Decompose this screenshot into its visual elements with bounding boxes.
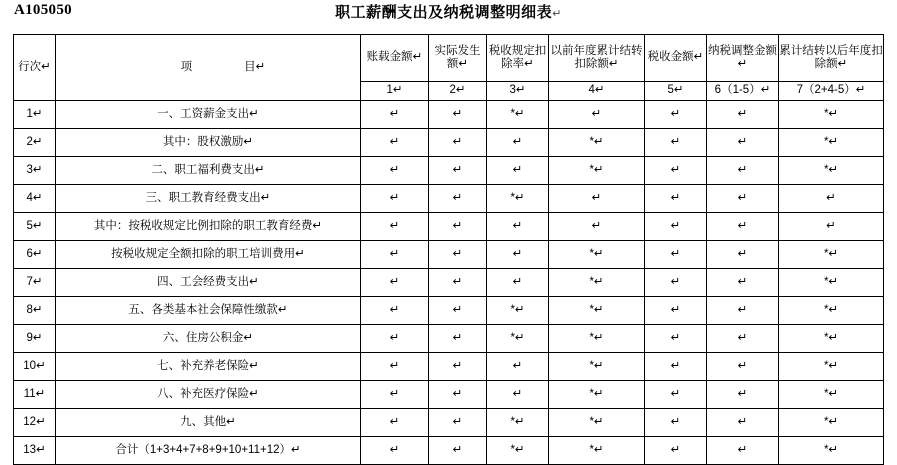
row-cell-2[interactable]: ↵ bbox=[429, 213, 487, 241]
row-cell-2[interactable]: ↵ bbox=[429, 185, 487, 213]
row-cell-4[interactable]: *↵ bbox=[549, 437, 645, 465]
paragraph-mark-icon: ↵ bbox=[552, 7, 562, 20]
row-cell-3[interactable]: *↵ bbox=[487, 409, 549, 437]
row-item: 合计（1+3+4+7+8+9+10+11+12）↵ bbox=[56, 437, 361, 465]
row-cell-2[interactable]: ↵ bbox=[429, 241, 487, 269]
table-row bbox=[14, 129, 884, 157]
row-cell-7[interactable]: *↵ bbox=[779, 241, 884, 269]
row-no: 4↵ bbox=[14, 185, 56, 213]
row-cell-3[interactable]: *↵ bbox=[487, 185, 549, 213]
row-cell-5[interactable]: ↵ bbox=[645, 409, 707, 437]
row-cell-3[interactable]: *↵ bbox=[487, 101, 549, 129]
row-cell-7[interactable]: *↵ bbox=[779, 297, 884, 325]
row-cell-5[interactable]: ↵ bbox=[645, 213, 707, 241]
row-cell-3[interactable]: *↵ bbox=[487, 325, 549, 353]
row-cell-4[interactable]: ↵ bbox=[549, 213, 645, 241]
header-item-line1: 项 bbox=[180, 60, 193, 73]
row-cell-5[interactable]: ↵ bbox=[645, 297, 707, 325]
header-num-5: 5↵ bbox=[645, 82, 707, 101]
row-cell-4[interactable]: *↵ bbox=[549, 409, 645, 437]
row-cell-5[interactable]: ↵ bbox=[645, 157, 707, 185]
row-no: 8↵ bbox=[14, 297, 56, 325]
row-cell-2[interactable]: ↵ bbox=[429, 437, 487, 465]
table-row bbox=[14, 185, 884, 213]
row-no: 3↵ bbox=[14, 157, 56, 185]
row-cell-6[interactable]: ↵ bbox=[707, 437, 779, 465]
row-cell-1[interactable]: ↵ bbox=[361, 409, 429, 437]
row-no: 6↵ bbox=[14, 241, 56, 269]
row-item: 一、工资薪金支出↵ bbox=[56, 101, 361, 129]
row-cell-1[interactable]: ↵ bbox=[361, 325, 429, 353]
header-num-2: 2↵ bbox=[429, 82, 487, 101]
header-item bbox=[56, 35, 361, 101]
table-row bbox=[14, 325, 884, 353]
row-cell-7[interactable]: *↵ bbox=[779, 129, 884, 157]
document-header bbox=[0, 0, 897, 32]
row-cell-6[interactable]: ↵ bbox=[707, 213, 779, 241]
row-cell-4[interactable]: *↵ bbox=[549, 297, 645, 325]
row-cell-2[interactable]: ↵ bbox=[429, 353, 487, 381]
header-col-3: 税收规定扣除率↵ bbox=[487, 35, 549, 82]
row-cell-3[interactable]: ↵ bbox=[487, 269, 549, 297]
row-cell-1[interactable]: ↵ bbox=[361, 129, 429, 157]
row-cell-1[interactable]: ↵ bbox=[361, 297, 429, 325]
header-num-4: 4↵ bbox=[549, 82, 645, 101]
row-cell-1[interactable]: ↵ bbox=[361, 157, 429, 185]
row-item: 二、职工福利费支出↵ bbox=[56, 157, 361, 185]
row-item: 其中：股权激励↵ bbox=[56, 129, 361, 157]
row-item: 其中：按税收规定比例扣除的职工教育经费↵ bbox=[56, 213, 361, 241]
row-item: 四、工会经费支出↵ bbox=[56, 269, 361, 297]
row-cell-5[interactable]: ↵ bbox=[645, 129, 707, 157]
row-cell-1[interactable]: ↵ bbox=[361, 437, 429, 465]
row-no: 9↵ bbox=[14, 325, 56, 353]
row-cell-5[interactable]: ↵ bbox=[645, 325, 707, 353]
header-col-6: 纳税调整金额↵ bbox=[707, 35, 779, 82]
row-cell-6[interactable]: ↵ bbox=[707, 325, 779, 353]
row-cell-5[interactable]: ↵ bbox=[645, 185, 707, 213]
row-cell-5[interactable]: ↵ bbox=[645, 101, 707, 129]
row-cell-7[interactable]: *↵ bbox=[779, 269, 884, 297]
row-cell-4[interactable]: ↵ bbox=[549, 101, 645, 129]
row-item: 九、其他↵ bbox=[56, 409, 361, 437]
row-item: 八、补充医疗保险↵ bbox=[56, 381, 361, 409]
header-num-3: 3↵ bbox=[487, 82, 549, 101]
row-cell-1[interactable]: ↵ bbox=[361, 185, 429, 213]
row-item: 三、职工教育经费支出↵ bbox=[56, 185, 361, 213]
row-cell-1[interactable]: ↵ bbox=[361, 101, 429, 129]
row-cell-3[interactable]: ↵ bbox=[487, 129, 549, 157]
row-item: 六、住房公积金↵ bbox=[56, 325, 361, 353]
row-cell-7[interactable]: *↵ bbox=[779, 101, 884, 129]
header-num-7: 7（2+4-5）↵ bbox=[779, 82, 884, 101]
row-cell-7[interactable]: ↵ bbox=[779, 185, 884, 213]
header-num-6: 6（1-5）↵ bbox=[707, 82, 779, 101]
salary-expense-table bbox=[13, 34, 884, 465]
row-cell-6[interactable]: ↵ bbox=[707, 381, 779, 409]
table-row bbox=[14, 297, 884, 325]
row-cell-1[interactable]: ↵ bbox=[361, 269, 429, 297]
table-row bbox=[14, 409, 884, 437]
row-cell-2[interactable]: ↵ bbox=[429, 129, 487, 157]
row-cell-6[interactable]: ↵ bbox=[707, 409, 779, 437]
row-cell-3[interactable]: ↵ bbox=[487, 241, 549, 269]
row-cell-6[interactable]: ↵ bbox=[707, 269, 779, 297]
row-item: 按税收规定全额扣除的职工培训费用↵ bbox=[56, 241, 361, 269]
header-item-line2: 目↵ bbox=[244, 60, 266, 73]
header-col-4: 以前年度累计结转扣除额↵ bbox=[549, 35, 645, 82]
row-cell-4[interactable]: *↵ bbox=[549, 241, 645, 269]
row-no: 5↵ bbox=[14, 213, 56, 241]
row-cell-2[interactable]: ↵ bbox=[429, 269, 487, 297]
row-cell-1[interactable]: ↵ bbox=[361, 381, 429, 409]
row-cell-7[interactable]: *↵ bbox=[779, 157, 884, 185]
row-cell-3[interactable]: ↵ bbox=[487, 157, 549, 185]
header-col-1: 账载金额↵ bbox=[361, 35, 429, 82]
header-row-no: 行次↵ bbox=[14, 35, 56, 101]
table-row bbox=[14, 241, 884, 269]
row-cell-7[interactable]: *↵ bbox=[779, 381, 884, 409]
page-title-text: 职工薪酬支出及纳税调整明细表 bbox=[335, 4, 553, 21]
row-no: 10↵ bbox=[14, 353, 56, 381]
header-col-5: 税收金额↵ bbox=[645, 35, 707, 82]
row-cell-3[interactable]: ↵ bbox=[487, 381, 549, 409]
row-cell-6[interactable]: ↵ bbox=[707, 353, 779, 381]
row-cell-4[interactable]: *↵ bbox=[549, 129, 645, 157]
row-no: 1↵ bbox=[14, 101, 56, 129]
row-cell-3[interactable]: ↵ bbox=[487, 213, 549, 241]
row-item: 五、各类基本社会保障性缴款↵ bbox=[56, 297, 361, 325]
row-cell-5[interactable]: ↵ bbox=[645, 269, 707, 297]
row-cell-6[interactable]: ↵ bbox=[707, 297, 779, 325]
row-cell-4[interactable]: *↵ bbox=[549, 269, 645, 297]
row-cell-2[interactable]: ↵ bbox=[429, 381, 487, 409]
row-cell-1[interactable]: ↵ bbox=[361, 353, 429, 381]
row-cell-4[interactable]: *↵ bbox=[549, 353, 645, 381]
row-cell-6[interactable]: ↵ bbox=[707, 185, 779, 213]
table-row bbox=[14, 213, 884, 241]
header-col-2: 实际发生额↵ bbox=[429, 35, 487, 82]
row-cell-7[interactable]: *↵ bbox=[779, 437, 884, 465]
table-row bbox=[14, 353, 884, 381]
row-cell-5[interactable]: ↵ bbox=[645, 241, 707, 269]
table-row bbox=[14, 101, 884, 129]
row-cell-2[interactable]: ↵ bbox=[429, 325, 487, 353]
row-cell-2[interactable]: ↵ bbox=[429, 409, 487, 437]
row-cell-4[interactable]: ↵ bbox=[549, 185, 645, 213]
row-no: 2↵ bbox=[14, 129, 56, 157]
row-cell-6[interactable]: ↵ bbox=[707, 101, 779, 129]
row-cell-6[interactable]: ↵ bbox=[707, 157, 779, 185]
row-no: 13↵ bbox=[14, 437, 56, 465]
table-row bbox=[14, 157, 884, 185]
row-cell-3[interactable]: *↵ bbox=[487, 437, 549, 465]
row-cell-4[interactable]: *↵ bbox=[549, 381, 645, 409]
header-num-1: 1↵ bbox=[361, 82, 429, 101]
row-cell-1[interactable]: ↵ bbox=[361, 213, 429, 241]
row-cell-3[interactable]: *↵ bbox=[487, 297, 549, 325]
row-cell-6[interactable]: ↵ bbox=[707, 129, 779, 157]
row-cell-2[interactable]: ↵ bbox=[429, 297, 487, 325]
row-cell-4[interactable]: *↵ bbox=[549, 157, 645, 185]
row-no: 11↵ bbox=[14, 381, 56, 409]
row-cell-5[interactable]: ↵ bbox=[645, 353, 707, 381]
table-row bbox=[14, 269, 884, 297]
row-item: 七、补充养老保险↵ bbox=[56, 353, 361, 381]
header-col-7: 累计结转以后年度扣除额↵ bbox=[779, 35, 884, 82]
row-cell-7[interactable]: *↵ bbox=[779, 353, 884, 381]
row-cell-7[interactable]: ↵ bbox=[779, 213, 884, 241]
row-cell-3[interactable]: ↵ bbox=[487, 353, 549, 381]
row-no: 12↵ bbox=[14, 409, 56, 437]
row-cell-7[interactable]: *↵ bbox=[779, 325, 884, 353]
row-cell-1[interactable]: ↵ bbox=[361, 241, 429, 269]
row-cell-7[interactable]: *↵ bbox=[779, 409, 884, 437]
form-code: A105050 bbox=[14, 2, 72, 18]
page-title bbox=[0, 1, 897, 22]
row-no: 7↵ bbox=[14, 269, 56, 297]
table-row bbox=[14, 381, 884, 409]
row-cell-5[interactable]: ↵ bbox=[645, 437, 707, 465]
row-cell-5[interactable]: ↵ bbox=[645, 381, 707, 409]
row-cell-4[interactable]: *↵ bbox=[549, 325, 645, 353]
row-cell-2[interactable]: ↵ bbox=[429, 101, 487, 129]
table-header-row bbox=[14, 35, 884, 82]
row-cell-2[interactable]: ↵ bbox=[429, 157, 487, 185]
row-cell-6[interactable]: ↵ bbox=[707, 241, 779, 269]
table-row-total bbox=[14, 437, 884, 465]
